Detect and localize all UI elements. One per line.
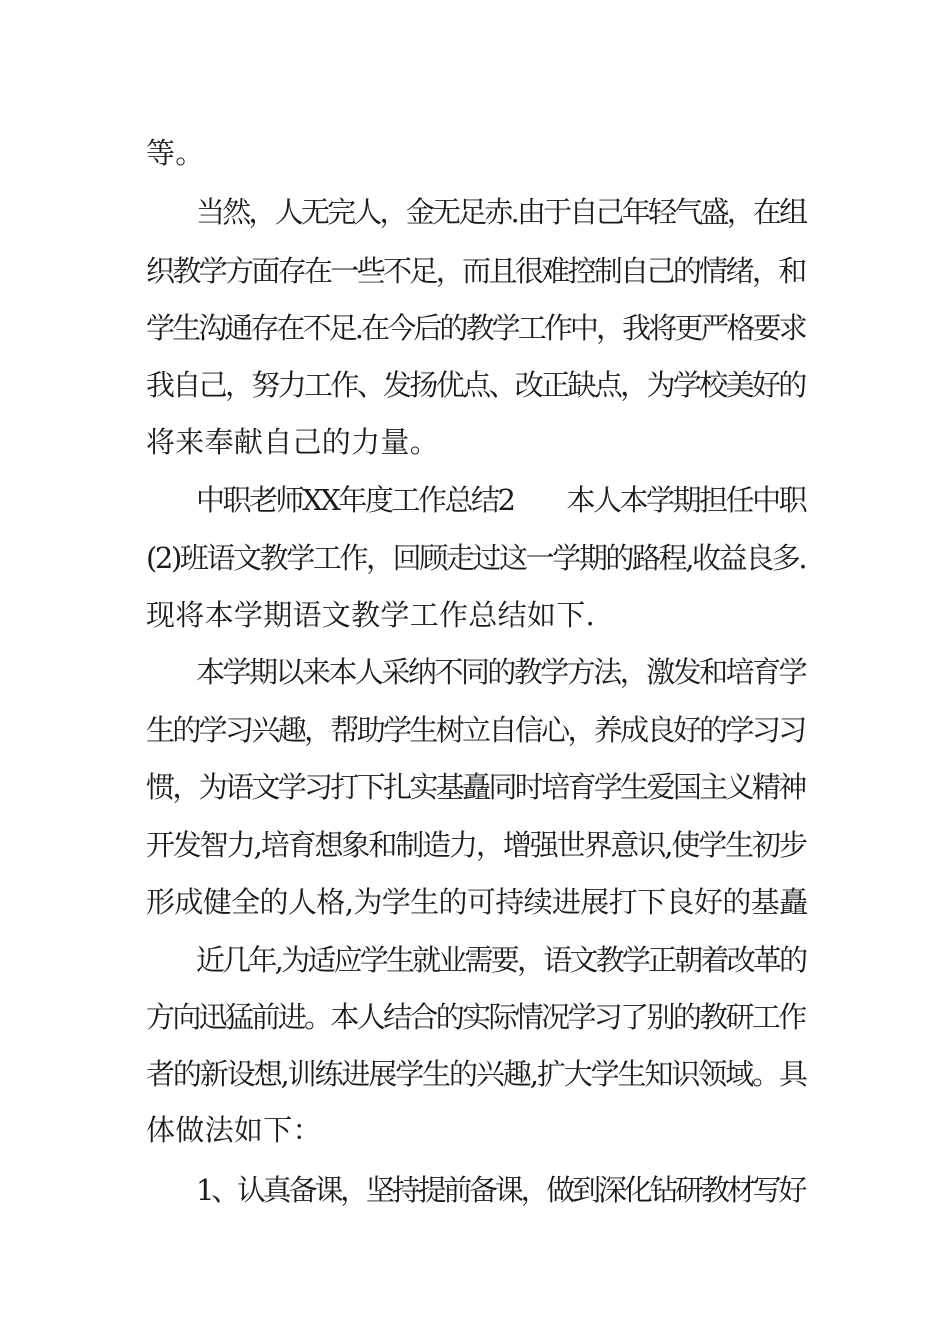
- paragraph-start-line: 本学期以来本人采纳不同的教学方法，激发和培育学: [196, 655, 806, 689]
- text-line: (2)班语文教学工作，回顾走过这一学期的路程,收益良多.: [146, 541, 806, 575]
- text-line: 织教学方面存在一些不足，而且很难控制自己的情绪，和: [146, 254, 805, 288]
- text-line: 生的学习兴趣，帮助学生树立自信心，养成良好的学习习: [146, 713, 805, 747]
- paragraph-start-line: 近几年,为适应学生就业需要，语文教学正朝着改革的: [196, 943, 806, 977]
- list-item-line: 1、认真备课，坚持提前备课，做到深化钻研教材写好: [196, 1173, 805, 1207]
- text-line: 惯，为语文学习打下扎实基矗同时培育学生爱国主义精神: [146, 770, 805, 804]
- text-line: 将来奉献自己的力量。: [146, 425, 440, 459]
- text-line: 学生沟通存在不足.在今后的教学工作中，我将更严格要求: [146, 311, 805, 345]
- paragraph-start-line: 当然，人无完人，金无足赤.由于自己年轻气盛，在组: [196, 195, 806, 229]
- text-line: 形成健全的人格,为学生的可持续进展打下良好的基矗: [146, 885, 808, 919]
- text-line: 方向迅猛前进。本人结合的实际情况学习了别的教研工作: [146, 1000, 805, 1034]
- text-line: 者的新设想,训练进展学生的兴趣,扩大学生知识领域。具: [146, 1057, 806, 1091]
- text-line: 我自己，努力工作、发扬优点、改正缺点，为学校美好的: [146, 368, 805, 402]
- section-heading-line: 中职老师XX年度工作总结2 本人本学期担任中职: [196, 483, 806, 517]
- text-line: 开发智力,培育想象和制造力，增强世界意识,使学生初步: [146, 828, 806, 862]
- text-line: 现将本学期语文教学工作总结如下.: [146, 598, 596, 632]
- text-line: 体做法如下：: [146, 1113, 322, 1147]
- text-line: 等。: [146, 136, 205, 170]
